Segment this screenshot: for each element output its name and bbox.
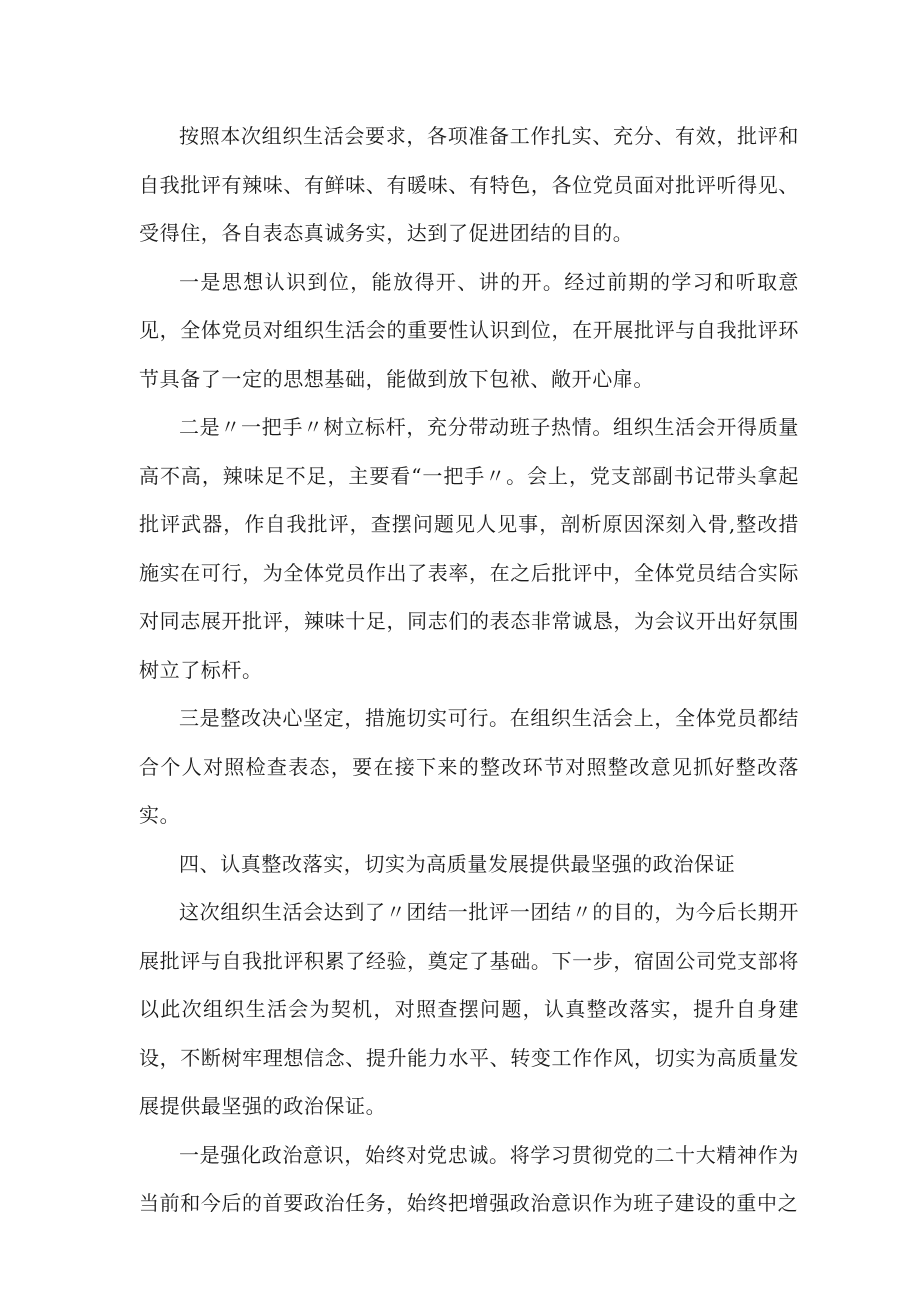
paragraph-next-steps: 这次组织生活会达到了〃团结一批评一团结〃的目的，为今后长期开展批评与自我批评积累了经验，奠定了基础。下一步，宿固公司党支部将以此次组织生活会为契机，对照查摆问题，认真整改落实，提升自身建设，不断树牢理想信念、提升能力水平、转变工作作风，切实为高质量发展提供最坚强的政治保证。: [139, 900, 799, 1118]
document-body: [139, 112, 799, 1228]
paragraph-rectification-resolve: 三是整改决心坚定，措施切实可行。在组织生活会上，全体党员都结合个人对照检查表态，要在接下来的整改环节对照整改意见抓好整改落实。: [139, 706, 799, 827]
section-heading-rectification: 四、认真整改落实，切实为高质量发展提供最坚强的政治保证: [179, 851, 736, 876]
paragraph-preparation-summary: 按照本次组织生活会要求，各项准备工作扎实、充分、有效，批评和自我批评有辣味、有鲜味、有暖味、有特色，各位党员面对批评听得见、受得住，各自表态真诚务实，达到了促进团结的目的。: [139, 124, 799, 245]
paragraph-thinking-awareness: 一是思想认识到位，能放得开、讲的开。经过前期的学习和听取意见，全体党员对组织生活会的重要性认识到位，在开展批评与自我批评环节具备了一定的思想基础，能做到放下包袱、敞开心扉。: [139, 269, 799, 391]
paragraph-political-awareness: 一是强化政治意识，始终对党忠诚。将学习贯彻党的二十大精神作为当前和今后的首要政治任务，始终把增强政治意识作为班子建设的重中之: [139, 1142, 799, 1215]
paragraph-leader-benchmark: 二是〃一把手〃树立标杆，充分带动班子热情。组织生活会开得质量高不高，辣味足不足，主要看“一把手〃。会上，党支部副书记带头拿起批评武器，作自我批评，查摆问题见人见事，剖析原因深刻入骨,整改措施实在可行，为全体党员作出了表率，在之后批评中，全体党员结合实际对同志展开批评，辣味十足，同志们的表态非常诚恳，为会议开出好氛围树立了标杆。: [139, 415, 799, 682]
